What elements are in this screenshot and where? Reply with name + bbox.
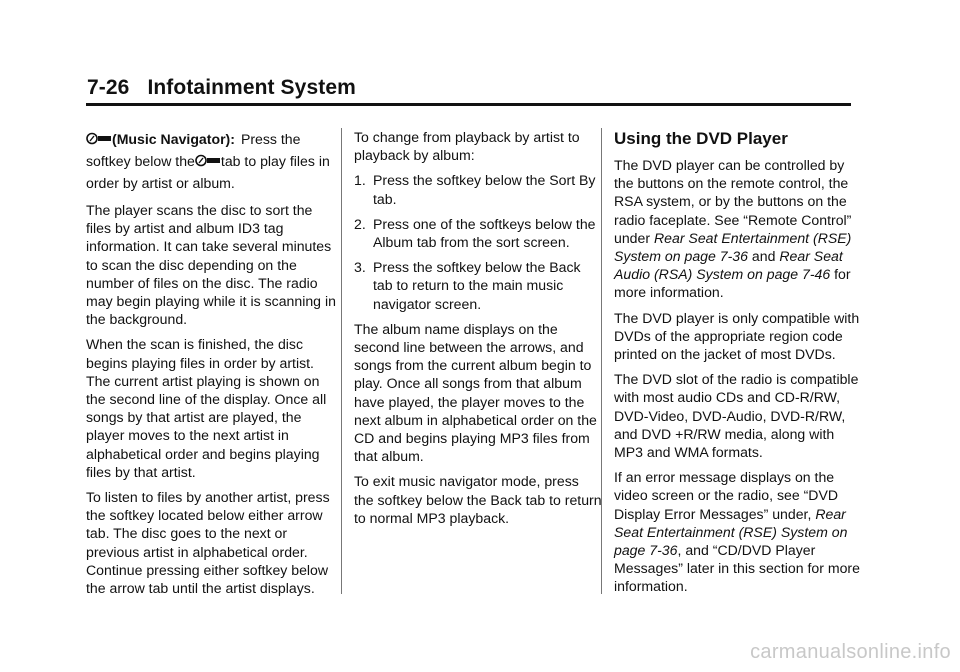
step-number: 1. [354, 172, 366, 189]
music-navigator-icon [86, 132, 112, 145]
steps-list [354, 171, 602, 312]
column-1 [86, 128, 336, 604]
album-name-paragraph: The album name displays on the second line between the arrows, and songs from the current album begin to play. Once all songs from that album have played, the player moves to the next album in alphabetical order on the CD and begins playing MP3 files from that album. [354, 320, 597, 465]
dvd-control-text: The DVD player can be controlled by the buttons on the remote control, the RSA system, or by the buttons on the radio faceplate. See “Remote Control” under [614, 157, 852, 246]
column-divider-1 [341, 128, 342, 594]
section-title: Infotainment System [147, 76, 356, 99]
dvd-slot-paragraph: The DVD slot of the radio is compatible with most audio CDs and CD-R/RW, DVD-Video, DVD-Audio, DVD-R/RW, and DVD +R/RW media, along with MP3 and WMA formats. [614, 371, 859, 461]
header-rule [86, 103, 851, 106]
other-artist-paragraph: To listen to files by another artist, press the softkey located below either arrow tab. The disc goes to the next or previous artist in alphabetical order. Continue pressing either softkey below the arrow tab until the artist displays. [86, 489, 330, 597]
page-header [87, 76, 356, 100]
rsa-reference-link: Rear Seat Audio (RSA) System on page 7-46 [614, 248, 843, 283]
section-heading: Using the DVD Player [614, 129, 788, 148]
page-number: 7-26 [87, 76, 130, 99]
error-message-paragraph [614, 468, 864, 595]
error-text: If an error message displays on the video screen or the radio, see “DVD Display Error Messages” under, [614, 469, 839, 522]
step-text: Press the softkey below the Back tab to return to the main music navigator screen. [373, 259, 581, 312]
step-text: Press the softkey below the Sort By tab. [373, 172, 596, 207]
error-text-end: , and “CD/DVD Player Messages” later in this section for more information. [614, 542, 860, 595]
step-item [354, 258, 602, 313]
step-item [354, 171, 602, 207]
scan-finished-paragraph: When the scan is finished, the disc begins playing files in order by artist. The current artist playing is shown on the second line of the display. Once all songs by that artist are played, the player moves to the next artist in alphabetical order and begins playing files by that artist. [86, 336, 327, 480]
rse-reference-link: Rear Seat Entertainment (RSE) System on page 7-36 [614, 505, 848, 559]
rse-reference-link: Rear Seat Entertainment (RSE) System on page 7-36 [614, 229, 852, 265]
scan-paragraph: The player scans the disc to sort the files by artist and album ID3 tag information. It can take several minutes to scan the disc depending on the number of files on the disc. The radio may begin playing while it is scanning in the background. [86, 202, 336, 328]
watermark: carmanualsonline.info [750, 641, 951, 663]
step-item [354, 215, 602, 251]
step-number: 2. [354, 215, 366, 232]
music-navigator-label: (Music Navigator): [112, 131, 235, 147]
music-navigator-paragraph [86, 128, 336, 194]
step-number: 3. [354, 259, 366, 276]
dvd-control-end: for more information. [614, 266, 851, 301]
column-3 [614, 128, 864, 603]
exit-navigator-paragraph: To exit music navigator mode, press the softkey below the Back tab to return to normal MP3 playback. [354, 473, 602, 526]
conjunction-text: and [747, 248, 780, 265]
album-intro: To change from playback by artist to playback by album: [354, 129, 580, 164]
music-navigator-text-a: Press the softkey below the [86, 131, 301, 169]
music-navigator-text-b: tab to play files in order by artist or album. [86, 153, 330, 191]
column-2 [354, 128, 602, 534]
dvd-control-paragraph [614, 156, 864, 302]
step-text: Press one of the softkeys below the Album tab from the sort screen. [373, 215, 596, 251]
region-paragraph: The DVD player is only compatible with DVDs of the appropriate region code printed on the jacket of most DVDs. [614, 309, 860, 363]
music-navigator-icon [195, 154, 221, 167]
